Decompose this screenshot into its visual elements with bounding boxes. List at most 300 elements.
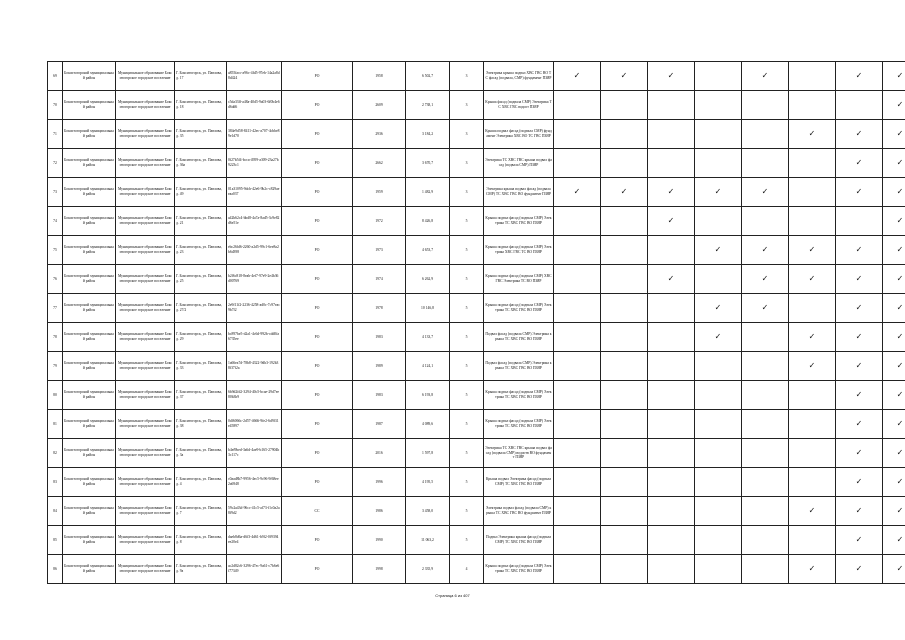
empty-check-cell	[742, 149, 789, 178]
empty-check-cell	[836, 207, 883, 236]
management-type-cell: РО	[282, 178, 353, 207]
empty-check-cell	[789, 91, 836, 120]
total-area-cell: 2 335,9	[406, 555, 450, 584]
check-mark-icon: ✓	[883, 381, 905, 410]
table-row	[48, 120, 905, 149]
building-guid-cell: ebc26fd6-2260-a2d5-99c1-6ee8a2b6d398	[227, 236, 282, 265]
planned-works-cell: Крыша подвал фасад (подвала СМР) Электрика ТС ХВС ГВС ВО ПЗЯР	[484, 381, 554, 410]
check-mark-icon: ✓	[601, 178, 648, 207]
building-guid-cell: 01a31095-9dcb-42e6-9b2c-c829aeeaa037	[227, 178, 282, 207]
check-mark-icon: ✓	[836, 555, 883, 584]
total-area-cell: 4 195,5	[406, 468, 450, 497]
check-mark-icon: ✓	[836, 294, 883, 323]
planned-works-cell: Крыша фасад (подвала СМР) Электрика ТС ХВС ГВС водоот ПЗЯР	[484, 91, 554, 120]
check-mark-icon: ✓	[883, 236, 905, 265]
settlement-name-cell: Муниципальное образование Бокситогорское городское поселение	[116, 91, 175, 120]
construction-year-cell: 1996	[353, 468, 406, 497]
floor-count-cell: 5	[450, 236, 484, 265]
empty-check-cell	[789, 410, 836, 439]
empty-check-cell	[601, 91, 648, 120]
table-row	[48, 526, 905, 555]
empty-check-cell	[742, 352, 789, 381]
building-guid-cell: bc897be5-d2a1-4c6d-992b-cdd0fa6735ee	[227, 323, 282, 352]
table-row	[48, 439, 905, 468]
total-area-cell: 6 262,9	[406, 265, 450, 294]
management-type-cell: РО	[282, 149, 353, 178]
management-type-cell: РО	[282, 555, 353, 584]
floor-count-cell: 5	[450, 381, 484, 410]
total-area-cell: 1 482,9	[406, 178, 450, 207]
empty-check-cell	[789, 178, 836, 207]
settlement-name-cell: Муниципальное образование Бокситогорское городское поселение	[116, 62, 175, 91]
table-row	[48, 410, 905, 439]
building-guid-cell: ac2d82c6-3296-47ec-9a61-c7b6e6f77349	[227, 555, 282, 584]
table-row	[48, 497, 905, 526]
empty-check-cell	[601, 207, 648, 236]
address-cell: Г. Бокситогорск, ул. Павлова, д. 33	[175, 352, 227, 381]
empty-check-cell	[789, 526, 836, 555]
empty-check-cell	[648, 410, 695, 439]
total-area-cell: 3 458,0	[406, 497, 450, 526]
empty-check-cell	[695, 207, 742, 236]
address-cell: Г. Бокситогорск, ул. Павлова, д. 23	[175, 236, 227, 265]
empty-check-cell	[648, 236, 695, 265]
floor-count-cell: 3	[450, 120, 484, 149]
address-cell: Г. Бокситогорск, ул. Павлова, д. 21	[175, 207, 227, 236]
empty-check-cell	[554, 236, 601, 265]
check-mark-icon: ✓	[789, 120, 836, 149]
empty-check-cell	[695, 352, 742, 381]
empty-check-cell	[695, 265, 742, 294]
total-area-cell: 2 738,1	[406, 91, 450, 120]
table-body	[48, 62, 905, 584]
building-guid-cell: 2e9f11f2-2236-4258-ad0c-7c97eac9b7f2	[227, 294, 282, 323]
check-mark-icon: ✓	[883, 468, 905, 497]
empty-check-cell	[648, 91, 695, 120]
check-mark-icon: ✓	[742, 294, 789, 323]
empty-check-cell	[789, 439, 836, 468]
empty-check-cell	[789, 294, 836, 323]
empty-check-cell	[695, 62, 742, 91]
empty-check-cell	[742, 497, 789, 526]
empty-check-cell	[742, 381, 789, 410]
building-guid-cell: 6b9d2fd2-3294-40c5-bcae-29d7ee80b3b9	[227, 381, 282, 410]
check-mark-icon: ✓	[648, 178, 695, 207]
empty-check-cell	[648, 149, 695, 178]
empty-check-cell	[601, 555, 648, 584]
row-number-cell: 72	[48, 149, 63, 178]
check-mark-icon: ✓	[836, 526, 883, 555]
floor-count-cell: 5	[450, 265, 484, 294]
check-mark-icon: ✓	[554, 178, 601, 207]
empty-check-cell	[554, 207, 601, 236]
check-mark-icon: ✓	[836, 497, 883, 526]
check-mark-icon: ✓	[883, 120, 905, 149]
construction-year-cell: 1959	[353, 178, 406, 207]
check-mark-icon: ✓	[836, 62, 883, 91]
municipal-district-cell: Бокситогорский муниципальный район	[63, 178, 116, 207]
building-guid-cell: 384e9d58-8411-42ec-a707-4cbbe89e1d70	[227, 120, 282, 149]
empty-check-cell	[554, 120, 601, 149]
empty-check-cell	[601, 120, 648, 149]
row-number-cell: 80	[48, 381, 63, 410]
table-row	[48, 294, 905, 323]
floor-count-cell: 5	[450, 410, 484, 439]
check-mark-icon: ✓	[789, 236, 836, 265]
construction-year-cell: 1983	[353, 323, 406, 352]
empty-check-cell	[601, 352, 648, 381]
address-cell: Г. Бокситогорск, ул. Павлова, д. 38	[175, 410, 227, 439]
building-guid-cell: daeb8d6a-d6f3-4d61-b9f2-0f9394ee20e4	[227, 526, 282, 555]
empty-check-cell	[601, 468, 648, 497]
planned-works-cell: Крыша подвал фасад (подвала СМР) Электрика ТС ХВС ГВС ВО ПЗЯР	[484, 555, 554, 584]
empty-check-cell	[601, 323, 648, 352]
empty-check-cell	[742, 555, 789, 584]
row-number-cell: 84	[48, 497, 63, 526]
check-mark-icon: ✓	[601, 62, 648, 91]
check-mark-icon: ✓	[789, 323, 836, 352]
settlement-name-cell: Муниципальное образование Бокситогорское городское поселение	[116, 352, 175, 381]
table-row	[48, 323, 905, 352]
empty-check-cell	[554, 526, 601, 555]
municipal-district-cell: Бокситогорский муниципальный район	[63, 120, 116, 149]
table-row	[48, 91, 905, 120]
empty-check-cell	[695, 381, 742, 410]
management-type-cell: РО	[282, 410, 353, 439]
check-mark-icon: ✓	[836, 381, 883, 410]
settlement-name-cell: Муниципальное образование Бокситогорское городское поселение	[116, 265, 175, 294]
table-row	[48, 381, 905, 410]
planned-works-cell: Крыша подвал фасад (подвала СМР) фундамент Электрика ХВС ВО ТС ГВС ПЗЯР	[484, 120, 554, 149]
management-type-cell: РО	[282, 468, 353, 497]
empty-check-cell	[601, 439, 648, 468]
planned-works-cell: Электрика крыша подвал фасад (подвала СМР) ТС ХВС ГВС ВО фундамент ПЗЯР	[484, 178, 554, 207]
table-row	[48, 62, 905, 91]
total-area-cell: 3 184,2	[406, 120, 450, 149]
building-guid-cell: c5da33ff-a48a-40d5-9a03-6f0b4e6d6dd6	[227, 91, 282, 120]
check-mark-icon: ✓	[742, 236, 789, 265]
row-number-cell: 83	[48, 468, 63, 497]
total-area-cell: 6 502,7	[406, 62, 450, 91]
table-row	[48, 149, 905, 178]
empty-check-cell	[695, 468, 742, 497]
management-type-cell: РО	[282, 526, 353, 555]
check-mark-icon: ✓	[836, 120, 883, 149]
construction-year-cell: 2662	[353, 149, 406, 178]
management-type-cell: РО	[282, 294, 353, 323]
management-type-cell: РО	[282, 120, 353, 149]
building-guid-cell: c0aad8b7-9956-4ec5-9c96-9f68ee2a6948	[227, 468, 282, 497]
floor-count-cell: 3	[450, 149, 484, 178]
empty-check-cell	[742, 439, 789, 468]
address-cell: Г. Бокситогорск, ул. Павлова, д. 49	[175, 178, 227, 207]
row-number-cell: 73	[48, 178, 63, 207]
row-number-cell: 76	[48, 265, 63, 294]
settlement-name-cell: Муниципальное образование Бокситогорское городское поселение	[116, 497, 175, 526]
settlement-name-cell: Муниципальное образование Бокситогорское городское поселение	[116, 323, 175, 352]
floor-count-cell: 5	[450, 294, 484, 323]
check-mark-icon: ✓	[883, 91, 905, 120]
address-cell: Г. Бокситогорск, ул. Павлова, д. 8	[175, 526, 227, 555]
municipal-district-cell: Бокситогорский муниципальный район	[63, 323, 116, 352]
municipal-district-cell: Бокситогорский муниципальный район	[63, 294, 116, 323]
check-mark-icon: ✓	[836, 468, 883, 497]
check-mark-icon: ✓	[883, 439, 905, 468]
building-guid-cell: a855facc-a96c-4fd5-97eb-14a2a8d8d424	[227, 62, 282, 91]
address-cell: Г. Бокситогорск, ул. Павлова, д. 36а	[175, 149, 227, 178]
check-mark-icon: ✓	[883, 294, 905, 323]
check-mark-icon: ✓	[742, 62, 789, 91]
check-mark-icon: ✓	[742, 265, 789, 294]
empty-check-cell	[601, 410, 648, 439]
empty-check-cell	[695, 555, 742, 584]
row-number-cell: 70	[48, 91, 63, 120]
empty-check-cell	[554, 381, 601, 410]
management-type-cell: РО	[282, 207, 353, 236]
address-cell: Г. Бокситогорск, ул. Павлова, д. 29	[175, 323, 227, 352]
municipal-district-cell: Бокситогорский муниципальный район	[63, 149, 116, 178]
check-mark-icon: ✓	[695, 178, 742, 207]
total-area-cell: 1 597,8	[406, 439, 450, 468]
row-number-cell: 85	[48, 526, 63, 555]
address-cell: Г. Бокситогорск, ул. Павлова, д. 18	[175, 91, 227, 120]
planned-works-cell: Подвал Электрика крыша фасад (подвала СМР) ТС ХВС ГВС ВО ПЗЯР	[484, 526, 554, 555]
check-mark-icon: ✓	[648, 62, 695, 91]
planned-works-cell: Электрика ТС ХВС ГВС крыша подвал фасад (подвала СМР) водоотв ВО фундамент ПЗЯР	[484, 439, 554, 468]
settlement-name-cell: Муниципальное образование Бокситогорское городское поселение	[116, 410, 175, 439]
empty-check-cell	[601, 294, 648, 323]
settlement-name-cell: Муниципальное образование Бокситогорское городское поселение	[116, 526, 175, 555]
total-area-cell: 8 426,8	[406, 207, 450, 236]
check-mark-icon: ✓	[883, 323, 905, 352]
address-cell: Г. Бокситогорск, ул. Павлова, д. 37	[175, 381, 227, 410]
management-type-cell: РО	[282, 381, 353, 410]
empty-check-cell	[695, 120, 742, 149]
check-mark-icon: ✓	[554, 62, 601, 91]
municipal-district-cell: Бокситогорский муниципальный район	[63, 497, 116, 526]
empty-check-cell	[789, 381, 836, 410]
planned-works-cell: Крыша подвал Электрика фасад (подвала СМР) ТС ХВС ГВС ВО ПЗЯР	[484, 468, 554, 497]
row-number-cell: 71	[48, 120, 63, 149]
check-mark-icon: ✓	[789, 497, 836, 526]
row-number-cell: 75	[48, 236, 63, 265]
settlement-name-cell: Муниципальное образование Бокситогорское городское поселение	[116, 178, 175, 207]
check-mark-icon: ✓	[836, 439, 883, 468]
construction-year-cell: 1958	[353, 62, 406, 91]
empty-check-cell	[601, 149, 648, 178]
check-mark-icon: ✓	[695, 323, 742, 352]
empty-check-cell	[554, 265, 601, 294]
floor-count-cell: 5	[450, 207, 484, 236]
check-mark-icon: ✓	[695, 294, 742, 323]
municipal-district-cell: Бокситогорский муниципальный район	[63, 468, 116, 497]
floor-count-cell: 3	[450, 62, 484, 91]
empty-check-cell	[695, 91, 742, 120]
empty-check-cell	[648, 323, 695, 352]
floor-count-cell: 5	[450, 468, 484, 497]
floor-count-cell: 5	[450, 497, 484, 526]
empty-check-cell	[742, 323, 789, 352]
settlement-name-cell: Муниципальное образование Бокситогорское городское поселение	[116, 120, 175, 149]
table-row	[48, 178, 905, 207]
building-guid-cell: b4ef9bed-3a6d-4ae9-b165-27904b3c117c	[227, 439, 282, 468]
check-mark-icon: ✓	[789, 352, 836, 381]
empty-check-cell	[789, 62, 836, 91]
check-mark-icon: ✓	[883, 62, 905, 91]
empty-check-cell	[554, 555, 601, 584]
settlement-name-cell: Муниципальное образование Бокситогорское городское поселение	[116, 439, 175, 468]
municipal-district-cell: Бокситогорский муниципальный район	[63, 207, 116, 236]
empty-check-cell	[554, 294, 601, 323]
check-mark-icon: ✓	[648, 207, 695, 236]
empty-check-cell	[648, 120, 695, 149]
row-number-cell: 77	[48, 294, 63, 323]
check-mark-icon: ✓	[836, 236, 883, 265]
empty-check-cell	[742, 468, 789, 497]
check-mark-icon: ✓	[836, 265, 883, 294]
table-row	[48, 468, 905, 497]
empty-check-cell	[601, 381, 648, 410]
building-guid-cell: a42b62c4-bbd8-4a7a-8ad5-3c9e82d6e51e	[227, 207, 282, 236]
check-mark-icon: ✓	[695, 236, 742, 265]
table-row	[48, 207, 905, 236]
planned-works-cell: Подвал фасад (подвала СМР) Электрика крыша ТС ХВС ГВС ВО ПЗЯР	[484, 323, 554, 352]
floor-count-cell: 5	[450, 526, 484, 555]
construction-year-cell: 1983	[353, 381, 406, 410]
empty-check-cell	[742, 207, 789, 236]
total-area-cell: 4 124,1	[406, 352, 450, 381]
planned-works-cell: Крыша подвал фасад (подвала СМР) Электрика ХВС ГВС ТС ВО ПЗЯР	[484, 236, 554, 265]
floor-count-cell: 3	[450, 91, 484, 120]
total-area-cell: 6 193,8	[406, 381, 450, 410]
floor-count-cell: 5	[450, 323, 484, 352]
empty-check-cell	[554, 410, 601, 439]
empty-check-cell	[648, 439, 695, 468]
check-mark-icon: ✓	[836, 410, 883, 439]
check-mark-icon: ✓	[836, 323, 883, 352]
empty-check-cell	[695, 526, 742, 555]
total-area-cell: 4 133,7	[406, 323, 450, 352]
settlement-name-cell: Муниципальное образование Бокситогорское городское поселение	[116, 294, 175, 323]
construction-year-cell: 1990	[353, 526, 406, 555]
empty-check-cell	[695, 497, 742, 526]
row-number-cell: 74	[48, 207, 63, 236]
building-guid-cell: 1a66ea7d-78b8-4322-9db3-192b38f37f2a	[227, 352, 282, 381]
address-cell: Г. Бокситогорск, ул. Павлова, д. 9а	[175, 555, 227, 584]
empty-check-cell	[695, 410, 742, 439]
check-mark-icon: ✓	[883, 526, 905, 555]
planned-works-cell: Электрика крыша подвал ХВС ГВС ВО ТС фасад (подвала, СМР) фундамент ПЗЯР	[484, 62, 554, 91]
check-mark-icon: ✓	[883, 178, 905, 207]
settlement-name-cell: Муниципальное образование Бокситогорское городское поселение	[116, 207, 175, 236]
empty-check-cell	[601, 236, 648, 265]
planned-works-cell: Электрика подвал фасад (подвала СМР) крыша ТС ХВС ГВС ВО фундамент ПЗЯР	[484, 497, 554, 526]
empty-check-cell	[554, 468, 601, 497]
construction-year-cell: 1973	[353, 236, 406, 265]
settlement-name-cell: Муниципальное образование Бокситогорское городское поселение	[116, 149, 175, 178]
settlement-name-cell: Муниципальное образование Бокситогорское городское поселение	[116, 555, 175, 584]
settlement-name-cell: Муниципальное образование Бокситогорское городское поселение	[116, 381, 175, 410]
municipal-district-cell: Бокситогорский муниципальный район	[63, 381, 116, 410]
empty-check-cell	[554, 323, 601, 352]
municipal-district-cell: Бокситогорский муниципальный район	[63, 62, 116, 91]
empty-check-cell	[648, 497, 695, 526]
row-number-cell: 79	[48, 352, 63, 381]
empty-check-cell	[695, 439, 742, 468]
empty-check-cell	[554, 497, 601, 526]
construction-year-cell: 1986	[353, 497, 406, 526]
planned-works-cell: Крыша подвал фасад (подвала СМР) ХВС ГВС Электрика ТС ВО ПЗЯР	[484, 265, 554, 294]
planned-works-cell: Крыша подвал фасад (подвала СМР) Электрика ТС ХВС ГВС ВО ПЗЯР	[484, 207, 554, 236]
planned-works-cell: Подвал фасад (подвала СМР) Электрика крыша ТС ХВС ГВС ВО ПЗЯР	[484, 352, 554, 381]
object-table	[47, 61, 905, 584]
empty-check-cell	[648, 352, 695, 381]
total-area-cell: 10 146,8	[406, 294, 450, 323]
building-guid-cell: 0f27b5f4-bcca-4959-a309-23a27b9223c1	[227, 149, 282, 178]
empty-check-cell	[601, 265, 648, 294]
management-type-cell: РО	[282, 62, 353, 91]
empty-check-cell	[836, 91, 883, 120]
table-row	[48, 236, 905, 265]
empty-check-cell	[601, 497, 648, 526]
row-number-cell: 78	[48, 323, 63, 352]
municipal-district-cell: Бокситогорский муниципальный район	[63, 265, 116, 294]
management-type-cell: РО	[282, 352, 353, 381]
check-mark-icon: ✓	[883, 497, 905, 526]
total-area-cell: 4 089,6	[406, 410, 450, 439]
floor-count-cell: 3	[450, 178, 484, 207]
municipal-district-cell: Бокситогорский муниципальный район	[63, 236, 116, 265]
empty-check-cell	[554, 91, 601, 120]
row-number-cell: 82	[48, 439, 63, 468]
empty-check-cell	[742, 526, 789, 555]
empty-check-cell	[695, 149, 742, 178]
floor-count-cell: 5	[450, 439, 484, 468]
row-number-cell: 69	[48, 62, 63, 91]
empty-check-cell	[648, 381, 695, 410]
empty-check-cell	[789, 468, 836, 497]
construction-year-cell: 2936	[353, 120, 406, 149]
check-mark-icon: ✓	[742, 178, 789, 207]
empty-check-cell	[742, 410, 789, 439]
management-type-cell: РО	[282, 236, 353, 265]
empty-check-cell	[648, 526, 695, 555]
address-cell: Г. Бокситогорск, ул. Павлова, д. 3а	[175, 439, 227, 468]
check-mark-icon: ✓	[648, 265, 695, 294]
empty-check-cell	[789, 207, 836, 236]
address-cell: Г. Бокситогорск, ул. Павлова, д. 25	[175, 265, 227, 294]
floor-count-cell: 5	[450, 352, 484, 381]
page-footer: Страница 6 из 407	[435, 593, 470, 598]
construction-year-cell: 1987	[353, 410, 406, 439]
table-row	[48, 555, 905, 584]
empty-check-cell	[601, 526, 648, 555]
planned-works-cell: Крыша подвал фасад (подвала СМР) Электрика ТС ХВС ГВС ВО ПЗЯР	[484, 294, 554, 323]
construction-year-cell: 1978	[353, 294, 406, 323]
municipal-district-cell: Бокситогорский муниципальный район	[63, 439, 116, 468]
planned-works-cell: Крыша подвал фасад (подвала СМР) Электрика ТС ХВС ГВС ВО ПЗЯР	[484, 410, 554, 439]
empty-check-cell	[554, 149, 601, 178]
management-type-cell: РО	[282, 439, 353, 468]
construction-year-cell: 2016	[353, 439, 406, 468]
construction-year-cell: 1989	[353, 352, 406, 381]
construction-year-cell: 1972	[353, 207, 406, 236]
building-guid-cell: 0df6066c-2d57-4666-9fe2-6d9f31e45897	[227, 410, 282, 439]
empty-check-cell	[789, 149, 836, 178]
empty-check-cell	[554, 439, 601, 468]
check-mark-icon: ✓	[789, 555, 836, 584]
table-row	[48, 265, 905, 294]
